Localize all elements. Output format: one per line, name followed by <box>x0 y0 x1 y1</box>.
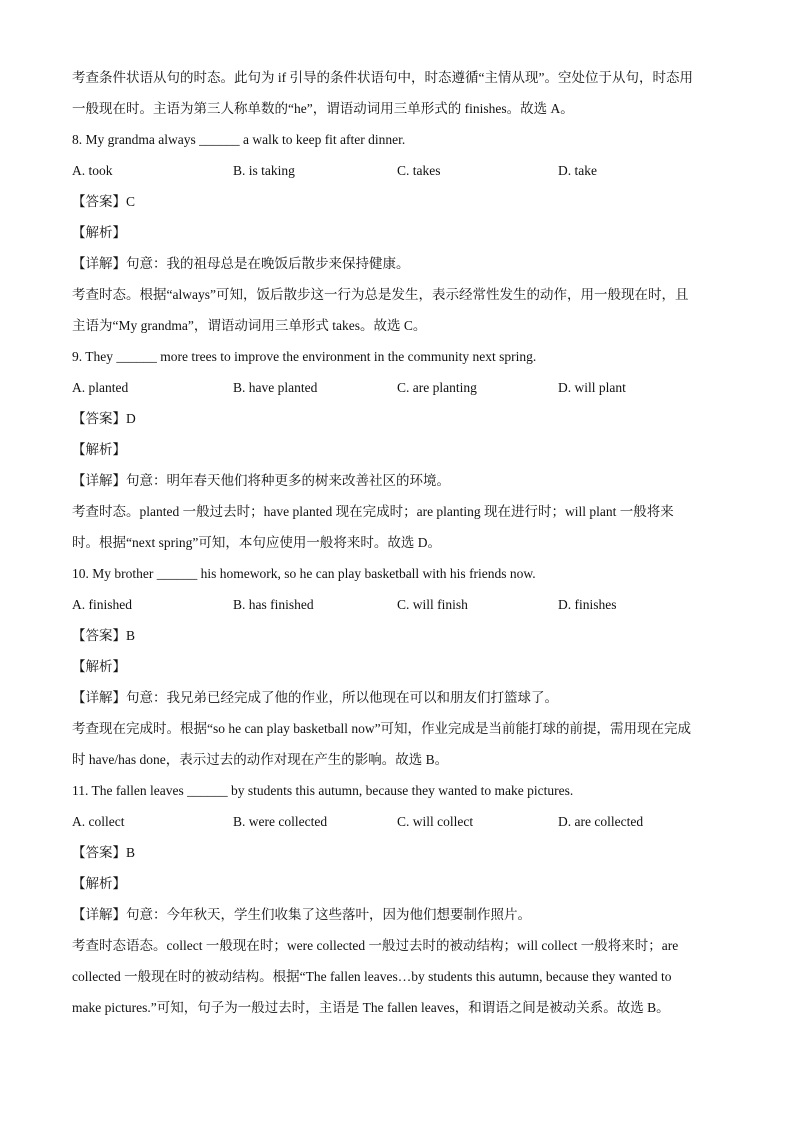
option-c: C. will finish <box>397 597 468 612</box>
options-row <box>72 589 722 620</box>
options-row <box>72 155 722 186</box>
detail-line: 【详解】句意：今年秋天，学生们收集了这些落叶，因为他们想要制作照片。 <box>72 907 531 922</box>
question-10 <box>72 558 722 775</box>
detail-line: 【详解】句意：我的祖母总是在晚饭后散步来保持健康。 <box>72 256 410 271</box>
analysis-label: 【解析】 <box>72 876 126 891</box>
option-b: B. is taking <box>233 163 295 178</box>
question-stem: 8. My grandma always ______ a walk to keep fit after dinner. <box>72 132 406 147</box>
question-stem: 10. My brother ______ his homework, so he can play basketball with his friends now. <box>72 566 536 581</box>
option-d: D. are collected <box>558 814 644 829</box>
explanation-line: 考查时态语态。collect 一般现在时；were collected 一般过去时的被动结构；will collect 一般将来时；are <box>72 938 679 953</box>
explanation-line: 时 have/has done，表示过去的动作对现在产生的影响。故选 B。 <box>72 752 449 767</box>
option-a: A. collect <box>72 814 125 829</box>
question-8 <box>72 124 722 341</box>
analysis-label: 【解析】 <box>72 225 126 240</box>
option-b: B. has finished <box>233 597 314 612</box>
explanation-line: 考查时态。planted 一般过去时；have planted 现在完成时；are planting 现在进行时；will plant 一般将来 <box>72 504 674 519</box>
explanation-line: make pictures.”可知，句子为一般过去时，主语是 The fallen leaves，和谓语之间是被动关系。故选 B。 <box>72 1000 670 1015</box>
option-d: D. take <box>558 163 597 178</box>
option-a: A. took <box>72 163 113 178</box>
detail-line: 【详解】句意：明年春天他们将种更多的树来改善社区的环境。 <box>72 473 450 488</box>
explanation-line: 考查现在完成时。根据“so he can play basketball now”可知，作业完成是当前能打球的前提，需用现在完成 <box>72 721 692 736</box>
answer-label: 【答案】B <box>72 628 136 643</box>
explanation-line: 主语为“My grandma”，谓语动词用三单形式 takes。故选 C。 <box>72 318 427 333</box>
answer-label: 【答案】B <box>72 845 136 860</box>
option-c: C. will collect <box>397 814 474 829</box>
detail-line: 【详解】句意：我兄弟已经完成了他的作业，所以他现在可以和朋友们打篮球了。 <box>72 690 558 705</box>
option-d: D. will plant <box>558 380 626 395</box>
option-b: B. were collected <box>233 814 328 829</box>
option-a: A. finished <box>72 597 132 612</box>
answer-label: 【答案】C <box>72 194 136 209</box>
option-d: D. finishes <box>558 597 617 612</box>
explanation-line: collected 一般现在时的被动结构。根据“The fallen leaves…by students this autumn, because they wanted to <box>72 969 672 984</box>
intro-explanation <box>72 62 722 124</box>
answer-label: 【答案】D <box>72 411 136 426</box>
document-page <box>72 62 722 1023</box>
question-11 <box>72 775 722 1023</box>
explanation-line: 考查时态。根据“always”可知，饭后散步这一行为总是发生，表示经常性发生的动作，用一般现在时，且 <box>72 287 689 302</box>
explanation-line: 时。根据“next spring”可知，本句应使用一般将来时。故选 D。 <box>72 535 441 550</box>
option-a: A. planted <box>72 380 129 395</box>
option-c: C. takes <box>397 163 441 178</box>
explanation-line: 考查条件状语从句的时态。此句为 if 引导的条件状语句中，时态遵循“主情从现”。空处位于从句，时态用 <box>72 70 693 85</box>
question-9 <box>72 341 722 558</box>
option-b: B. have planted <box>233 380 318 395</box>
question-stem: 9. They ______ more trees to improve the environment in the community next spring. <box>72 349 537 364</box>
analysis-label: 【解析】 <box>72 442 126 457</box>
options-row <box>72 806 722 837</box>
question-stem: 11. The fallen leaves ______ by students this autumn, because they wanted to make pictures. <box>72 783 574 798</box>
explanation-line: 一般现在时。主语为第三人称单数的“he”，谓语动词用三单形式的 finishes。故选 A。 <box>72 101 574 116</box>
option-c: C. are planting <box>397 380 477 395</box>
options-row <box>72 372 722 403</box>
analysis-label: 【解析】 <box>72 659 126 674</box>
